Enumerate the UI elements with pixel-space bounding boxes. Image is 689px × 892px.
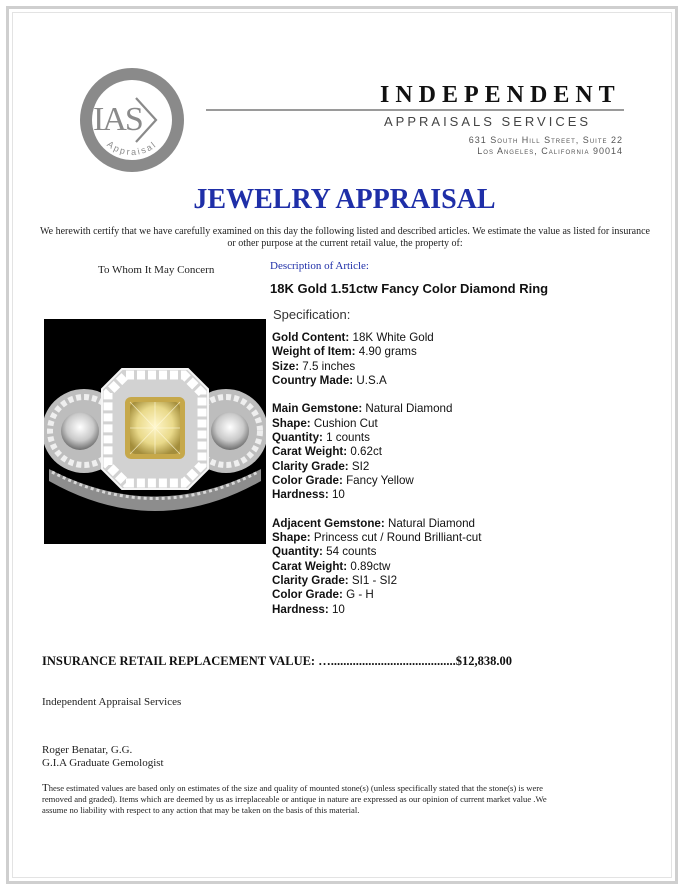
specification-list bbox=[272, 331, 481, 617]
spec-label: Main Gemstone: bbox=[272, 402, 363, 416]
ias-logo bbox=[76, 64, 188, 176]
spec-value: Fancy Yellow bbox=[346, 473, 414, 487]
spec-value: 18K White Gold bbox=[352, 331, 434, 344]
spec-value: 10 bbox=[331, 488, 345, 502]
appraiser-name: Roger Benatar, G.G. bbox=[42, 744, 133, 756]
spec-value: Natural Diamond bbox=[387, 516, 475, 530]
spec-label: Shape: bbox=[272, 531, 311, 545]
spec-row bbox=[272, 417, 481, 431]
spec-row bbox=[272, 517, 481, 531]
spec-label: Shape: bbox=[272, 416, 311, 430]
document-title: JEWELRY APPRAISAL bbox=[193, 184, 496, 215]
spec-label: Size: bbox=[272, 359, 300, 373]
appraiser-block bbox=[42, 744, 164, 770]
spec-label: Clarity Grade: bbox=[272, 459, 349, 473]
spec-value: 7.5 inches bbox=[302, 359, 356, 373]
header-rule bbox=[206, 109, 624, 111]
intro-text: We herewith certify that we have carefully examined on this day the following listed and described articles. We estimate the value as listed for insurance or other purpose at the current retail value, the property of: bbox=[40, 226, 650, 249]
description-label: Description of Article: bbox=[270, 260, 369, 272]
insurance-value: INSURANCE RETAIL REPLACEMENT VALUE: …........................................$12,838.00 bbox=[42, 654, 512, 668]
disclaimer bbox=[42, 783, 562, 816]
spec-row bbox=[272, 445, 481, 459]
spec-label: Quantity: bbox=[272, 431, 323, 445]
company-name: Independent Appraisal Services bbox=[42, 696, 182, 708]
ring-photo bbox=[44, 319, 266, 544]
disclaimer-text: hese estimated values are based only on estimates of the size and quality of mounted stone(s) (unless specifically stated that the stone(s) is were removed and graded). Items which are deemed by us as irreplaceable or antique in nature are expressed as our opinion of current market value .We assume no liability with respect to any action that may be taken on the basis of this material. bbox=[42, 783, 547, 815]
spec-value: SI2 bbox=[351, 459, 370, 473]
spec-row bbox=[272, 431, 481, 445]
spec-value: 1 counts bbox=[326, 431, 370, 445]
spec-label: Color Grade: bbox=[272, 588, 343, 602]
spec-value: 0.62ct bbox=[350, 445, 382, 459]
spec-row bbox=[272, 560, 481, 574]
disclaimer-initial: T bbox=[42, 782, 49, 794]
spec-row bbox=[272, 360, 481, 374]
address-line-2: Los Angeles, California 90014 bbox=[477, 146, 623, 156]
spec-value: Princess cut / Round Brilliant-cut bbox=[313, 531, 482, 545]
spec-label: Quantity: bbox=[272, 545, 323, 559]
logo-ring-text: Appraisal bbox=[105, 138, 159, 158]
spec-value: 10 bbox=[331, 602, 345, 616]
spec-label: Clarity Grade: bbox=[272, 574, 349, 588]
spec-value: SI1 - SI2 bbox=[351, 574, 398, 588]
spec-label: Adjacent Gemstone: bbox=[272, 516, 385, 530]
spec-label: Carat Weight: bbox=[272, 559, 348, 573]
spec-value: 0.89ctw bbox=[350, 559, 391, 573]
spec-row bbox=[272, 588, 481, 602]
spec-row bbox=[272, 374, 481, 388]
company-subtitle: APPRAISALS SERVICES bbox=[384, 114, 592, 129]
spec-label: Hardness: bbox=[272, 602, 329, 616]
recipient: To Whom It May Concern bbox=[98, 264, 215, 276]
spec-value: 4.90 grams bbox=[358, 345, 417, 359]
spec-value: Cushion Cut bbox=[313, 416, 378, 430]
specification-label: Specification: bbox=[273, 307, 351, 322]
spec-label: Color Grade: bbox=[272, 473, 343, 487]
spec-value: G - H bbox=[346, 588, 374, 602]
spec-row bbox=[272, 460, 481, 474]
spec-row bbox=[272, 345, 481, 359]
company-brand: INDEPENDENT bbox=[380, 82, 621, 108]
spec-label: Gold Content: bbox=[272, 331, 350, 344]
appraiser-title: G.I.A Graduate Gemologist bbox=[42, 757, 164, 769]
spec-value: U.S.A bbox=[356, 373, 387, 387]
spec-row bbox=[272, 488, 481, 502]
spec-label: Country Made: bbox=[272, 373, 354, 387]
spec-value: 54 counts bbox=[326, 545, 377, 559]
spec-row bbox=[272, 402, 481, 416]
spec-row bbox=[272, 474, 481, 488]
spec-row bbox=[272, 331, 481, 345]
item-title: 18K Gold 1.51ctw Fancy Color Diamond Ring bbox=[270, 281, 549, 296]
spec-label: Weight of Item: bbox=[272, 345, 356, 359]
spec-row bbox=[272, 603, 481, 617]
spec-row bbox=[272, 545, 481, 559]
logo-letters: IAS bbox=[93, 101, 142, 138]
spec-value: Natural Diamond bbox=[365, 402, 453, 416]
address-line-1: 631 South Hill Street, Suite 22 bbox=[468, 135, 623, 145]
spec-label: Carat Weight: bbox=[272, 445, 348, 459]
spec-row bbox=[272, 531, 481, 545]
spec-label: Hardness: bbox=[272, 488, 329, 502]
spec-row bbox=[272, 574, 481, 588]
